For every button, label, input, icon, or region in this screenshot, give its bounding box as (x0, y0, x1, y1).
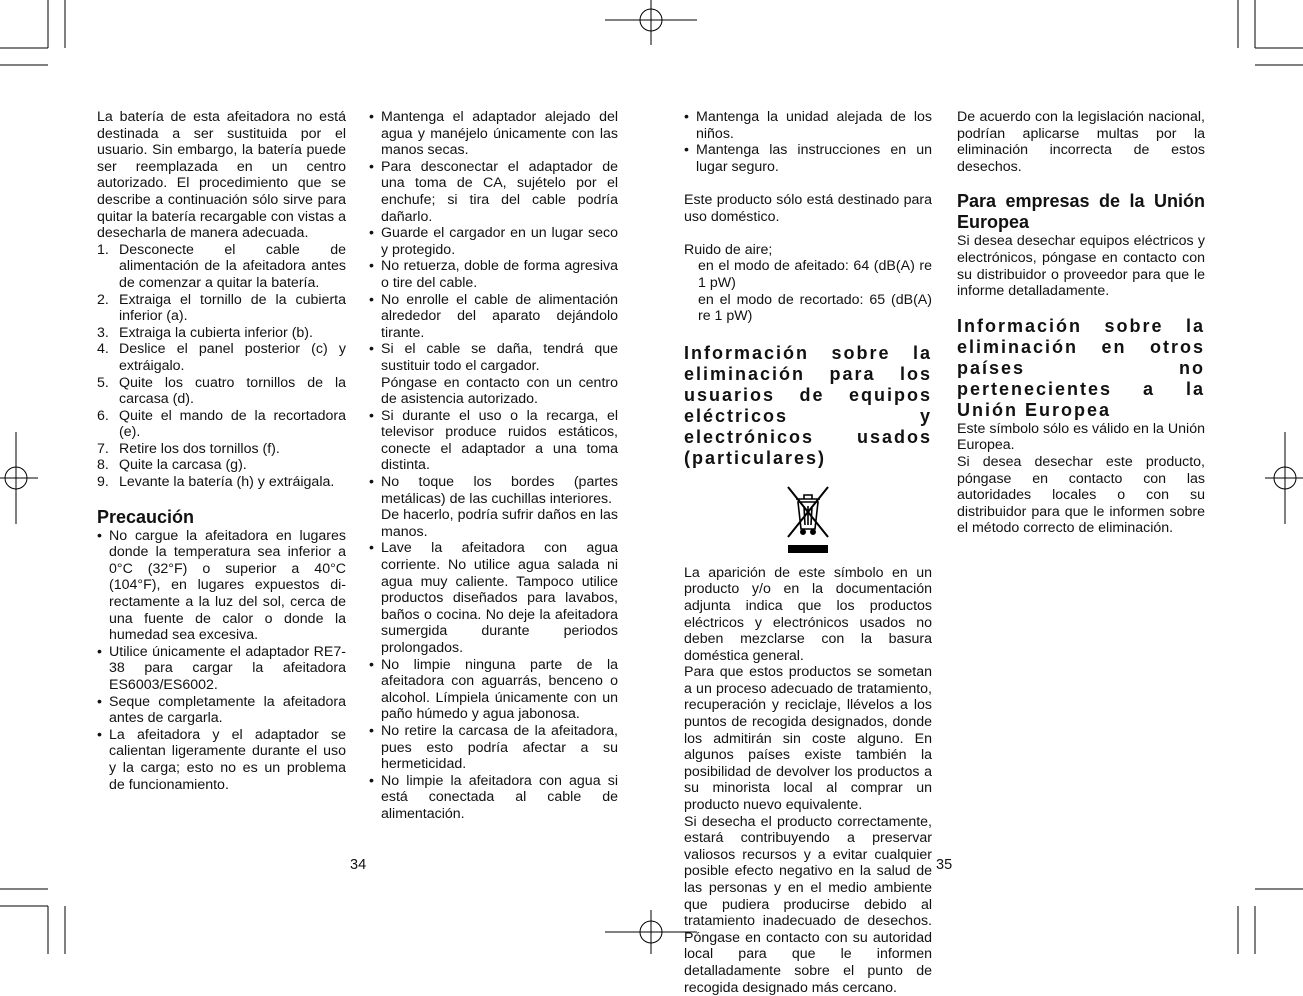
non-eu-text-1: Este símbolo sólo es válido en la Unión Europea. (957, 420, 1205, 454)
list-item: • La afeitadora y el adaptador se calientan ligeramente durante el uso y la carga; esto no es un problema de funcionamiento. (97, 726, 346, 793)
list-item: • Mantenga el adaptador alejado del agua y manéjelo únicamente con las manos secas. (369, 109, 618, 159)
list-item: • No retuerza, doble de forma agresiva o tire del cable. (369, 258, 618, 291)
precaution-list (97, 528, 346, 794)
column-4 (957, 109, 1205, 537)
business-text: Si desea desechar equipos eléctricos y electrónicos, póngase en contacto con su distribuidor o proveedor para que le informe detalladamente. (957, 233, 1205, 300)
list-item: 8. Quite la carcasa (g). (97, 457, 247, 474)
list-item: 4. Deslice el panel posterior (c) y extráigalo. (97, 341, 346, 374)
crossed-out-wheelie-bin-icon (784, 483, 832, 555)
list-item: • No enrolle el cable de alimentación alrededor del aparato dejándolo tirante. (369, 291, 618, 341)
precaution-list-continued (369, 109, 618, 823)
list-item: • Si durante el uso o la recarga, el televisor produce ruidos estáticos, conecte el adaptador a una toma distinta. (369, 407, 618, 474)
list-item: • Mantenga las instrucciones en un lugar seguro. (684, 142, 932, 175)
disposal-info-p4: De acuerdo con la legislación nacional, podrían aplicarse multas por la eliminación incorrecta de estos desechos. (957, 109, 1205, 175)
business-heading: Para empresas de la Unión Europea (957, 191, 1205, 233)
noise-trimming: en el modo de recortado: 65 (dB(A) re 1 pW) (698, 291, 932, 325)
list-item: 2. Extraiga el tornillo de la cubierta inferior (a). (97, 291, 346, 325)
list-item: 3. Extraiga la cubierta inferior (b). (97, 324, 313, 341)
disposal-info-p3: Si desecha el producto correctamente, estará contribuyendo a preservar valiosos recursos y a evitar cualquier posible efecto negativo en la salud de las personas y en el medio ambiente que pudiera producirse debido al tratamiento inadecuado de desechos. Póngase en contacto con su autoridad local para que le informen detalladamente sobre el punto de recogida designado más cercano. (684, 813, 932, 996)
column-2 (369, 109, 618, 823)
list-item: • No retire la carcasa de la afeitadora, pues esto podría afectar a su hermeticidad. (369, 722, 618, 773)
list-item: • No cargue la afeitadora en lugares donde la temperatura sea inferior a 0°C (32°F) o superior a 40°C (104°F), en lugares expuestos di-rectamente a la luz del sol, cerca de una fuente de calor o donde la humedad sea excesiva. (97, 527, 346, 644)
list-item: • Lave la afeitadora con agua corriente. No utilice agua salada ni agua muy caliente. Tampoco utilice productos diseñados para lavabos, baños o cocina. No deje la afeitadora sumergida durante periodos prolongados. (369, 540, 618, 656)
list-item: 9. Levante la batería (h) y extráigala. (97, 474, 335, 491)
list-item: • Utilice únicamente el adaptador RE7-38 para cargar la afeitadora ES6003/ES6002. (97, 643, 346, 693)
noise-label: Ruido de aire; (684, 241, 773, 258)
domestic-use-note: Este producto sólo está destinado para uso doméstico. (684, 191, 932, 225)
list-item: • Para desconectar el adaptador de una toma de CA, sujételo por el enchufe; si tira del cable podría dañarlo. (369, 158, 618, 225)
list-item: 6. Quite el mando de la recortadora (e). (97, 407, 346, 441)
non-eu-heading: Información sobre la eliminación en otros países no pertenecientes a la Unión Europea (957, 315, 1205, 420)
precaution-heading: Precaución (97, 506, 195, 527)
battery-intro: La batería de esta afeitadora no está destinada a ser sustituida por el usuario. Sin embargo, la batería puede ser reemplazada en un centro autorizado. El procedimiento que se describe a continuación sólo sirve para quitar la batería recargable con vistas a desecharla de manera adecuada. (97, 109, 346, 242)
disposal-info-p2: Para que estos productos se sometan a un proceso adecuado de tratamiento, recuperación y reciclaje, llévelos a los puntos de recogida designados, donde los admitirán sin coste alguno. En algunos países existe también la posibilidad de devolver los productos a su minorista local al comprar un producto nuevo equivalente. (684, 664, 932, 814)
column-1 (97, 109, 346, 793)
disposal-info-p1: La aparición de este símbolo en un producto y/o en la documentación adjunta indica que los productos eléctricos y electrónicos usados no deben mezclarse con la basura doméstica general. (684, 564, 932, 664)
column-3 (684, 109, 932, 996)
list-item: • No limpie ninguna parte de la afeitadora con aguarrás, benceno o alcohol. Límpiela únicamente con un paño húmedo y agua jabonosa. (369, 656, 618, 723)
list-item: 7. Retire los dos tornillos (f). (97, 440, 280, 457)
page-number-left: 34 (350, 857, 367, 873)
page-number-right: 35 (936, 857, 953, 873)
list-item: 1. Desconecte el cable de alimentación de la afeitadora antes de comenzar a quitar la batería. (97, 241, 346, 291)
disposal-info-heading: Información sobre la eliminación para los usuarios de equipos eléctricos y electrónicos usados (particulares) (684, 342, 932, 468)
list-item: • Guarde el cargador en un lugar seco y protegido. (369, 225, 618, 258)
non-eu-text-2: Si desea desechar este producto, póngase en contacto con las autoridades locales o con su distribuidor para que le informen sobre el método correcto de eliminación. (957, 453, 1205, 537)
list-item: • No toque los bordes (partes metálicas) de las cuchillas interiores. De hacerlo, podría sufrir daños en las manos. (369, 474, 618, 540)
list-item: • Mantenga la unidad alejada de los niños. (684, 109, 932, 142)
list-item: • Seque completamente la afeitadora antes de cargarla. (97, 693, 346, 727)
list-item: • No limpie la afeitadora con agua si está conectada al cable de alimentación. (369, 772, 618, 822)
battery-removal-steps (97, 242, 346, 491)
list-item: 5. Quite los cuatro tornillos de la carcasa (d). (97, 374, 346, 408)
safety-list (684, 109, 932, 175)
noise-shaving: en el modo de afeitado: 64 (dB(A) re 1 pW) (698, 258, 932, 291)
list-item: • Si el cable se daña, tendrá que sustituir todo el cargador. Póngase en contacto con un centro de asistencia autorizado. (369, 341, 618, 408)
